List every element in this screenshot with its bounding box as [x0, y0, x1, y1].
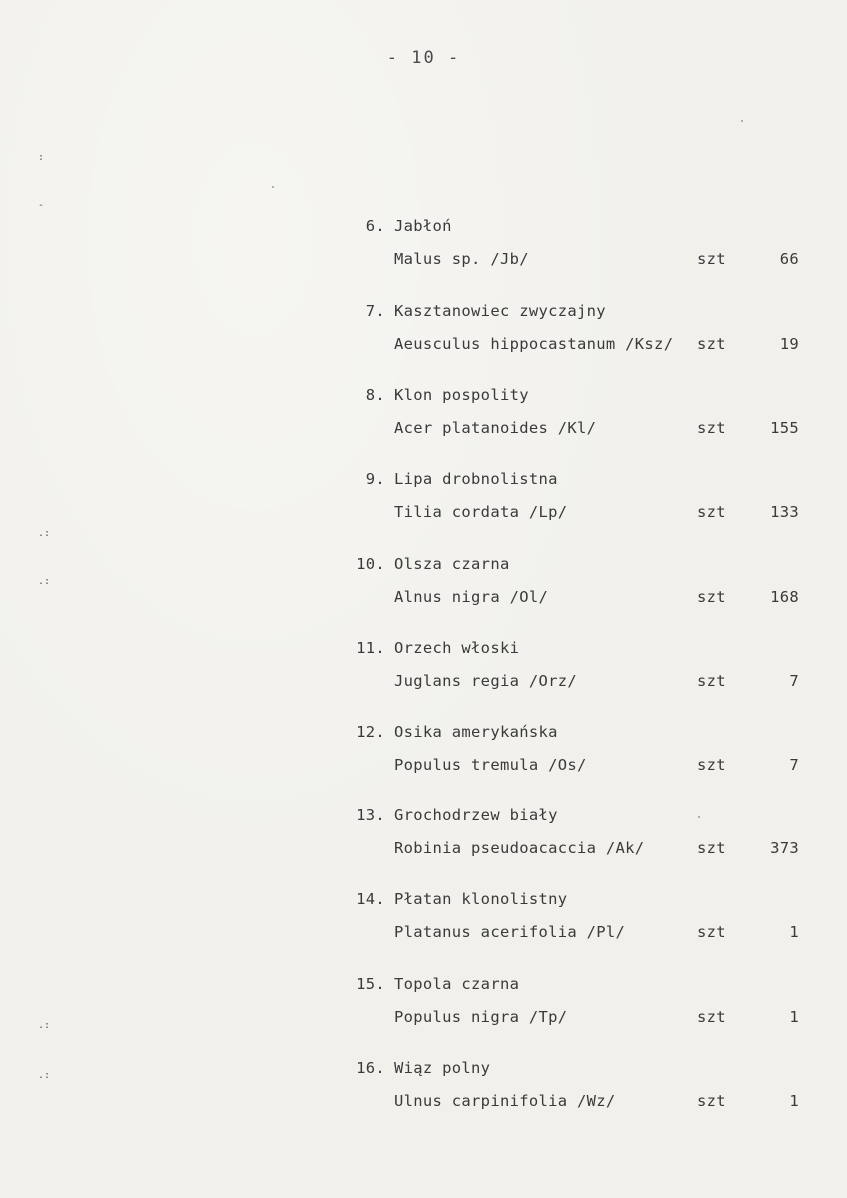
species-latin-name: Acer platanoides /Kl/: [394, 419, 597, 437]
species-latin-name: Populus tremula /Os/: [394, 756, 587, 774]
list-item: [0, 806, 847, 890]
unit-label: szt: [697, 335, 726, 353]
unit-label: szt: [697, 1092, 726, 1110]
unit-label: szt: [697, 672, 726, 690]
list-item: [0, 1059, 847, 1143]
tree-count: 66: [779, 250, 799, 268]
list-item: [0, 470, 847, 554]
species-latin-name: Alnus nigra /Ol/: [394, 588, 549, 606]
paper-speck: [272, 186, 274, 188]
species-latin-name: Aeusculus hippocastanum /Ksz/: [394, 335, 674, 353]
species-common-name: Lipa drobnolistna: [394, 470, 558, 488]
margin-mark: .:: [38, 528, 51, 539]
unit-label: szt: [697, 756, 726, 774]
species-common-name: Orzech włoski: [394, 639, 520, 657]
tree-count: 155: [770, 419, 799, 437]
tree-count: 19: [779, 335, 799, 353]
unit-label: szt: [697, 588, 726, 606]
margin-mark: .:: [38, 1070, 51, 1081]
species-common-name: Grochodrzew biały: [394, 806, 558, 824]
list-item: [0, 386, 847, 470]
entry-number: 14.: [356, 890, 385, 908]
tree-count: 1: [789, 1092, 799, 1110]
entry-number: 13.: [356, 806, 385, 824]
unit-label: szt: [697, 503, 726, 521]
margin-mark: .:: [38, 1020, 51, 1031]
tree-count: 1: [789, 923, 799, 941]
tree-count: 373: [770, 839, 799, 857]
list-item: [0, 975, 847, 1059]
species-latin-name: Robinia pseudoacaccia /Ak/: [394, 839, 645, 857]
species-latin-name: Malus sp. /Jb/: [394, 250, 529, 268]
list-item: [0, 723, 847, 807]
unit-label: szt: [697, 419, 726, 437]
unit-label: szt: [697, 250, 726, 268]
entry-number: 10.: [356, 555, 385, 573]
species-latin-name: Tilia cordata /Lp/: [394, 503, 568, 521]
entry-number: 11.: [356, 639, 385, 657]
species-latin-name: Populus nigra /Tp/: [394, 1008, 568, 1026]
species-latin-name: Ulnus carpinifolia /Wz/: [394, 1092, 616, 1110]
species-common-name: Jabłoń: [394, 217, 452, 235]
tree-count: 168: [770, 588, 799, 606]
list-item: [0, 555, 847, 639]
unit-label: szt: [697, 1008, 726, 1026]
species-common-name: Klon pospolity: [394, 386, 529, 404]
species-common-name: Olsza czarna: [394, 555, 510, 573]
species-common-name: Płatan klonolistny: [394, 890, 568, 908]
margin-mark: :: [38, 152, 45, 163]
list-item: [0, 639, 847, 723]
entry-number: 6.: [365, 217, 385, 235]
tree-count: 1: [789, 1008, 799, 1026]
list-item: [0, 890, 847, 974]
margin-mark: -: [38, 200, 45, 211]
page-number: - 10 -: [386, 48, 461, 68]
species-common-name: Kasztanowiec zwyczajny: [394, 302, 606, 320]
entry-number: 16.: [356, 1059, 385, 1077]
tree-count: 7: [789, 756, 799, 774]
unit-label: szt: [697, 923, 726, 941]
tree-count: 133: [770, 503, 799, 521]
entry-number: 9.: [365, 470, 385, 488]
margin-mark: .:: [38, 576, 51, 587]
species-latin-name: Juglans regia /Orz/: [394, 672, 578, 690]
species-common-name: Wiąz polny: [394, 1059, 491, 1077]
tree-count: 7: [789, 672, 799, 690]
entry-number: 7.: [365, 302, 385, 320]
list-item: [0, 302, 847, 386]
species-latin-name: Platanus acerifolia /Pl/: [394, 923, 626, 941]
species-common-name: Topola czarna: [394, 975, 520, 993]
paper-speck: [741, 120, 743, 122]
entry-number: 8.: [365, 386, 385, 404]
entry-number: 12.: [356, 723, 385, 741]
unit-label: szt: [697, 839, 726, 857]
list-item: [0, 217, 847, 301]
entry-number: 15.: [356, 975, 385, 993]
species-common-name: Osika amerykańska: [394, 723, 558, 741]
